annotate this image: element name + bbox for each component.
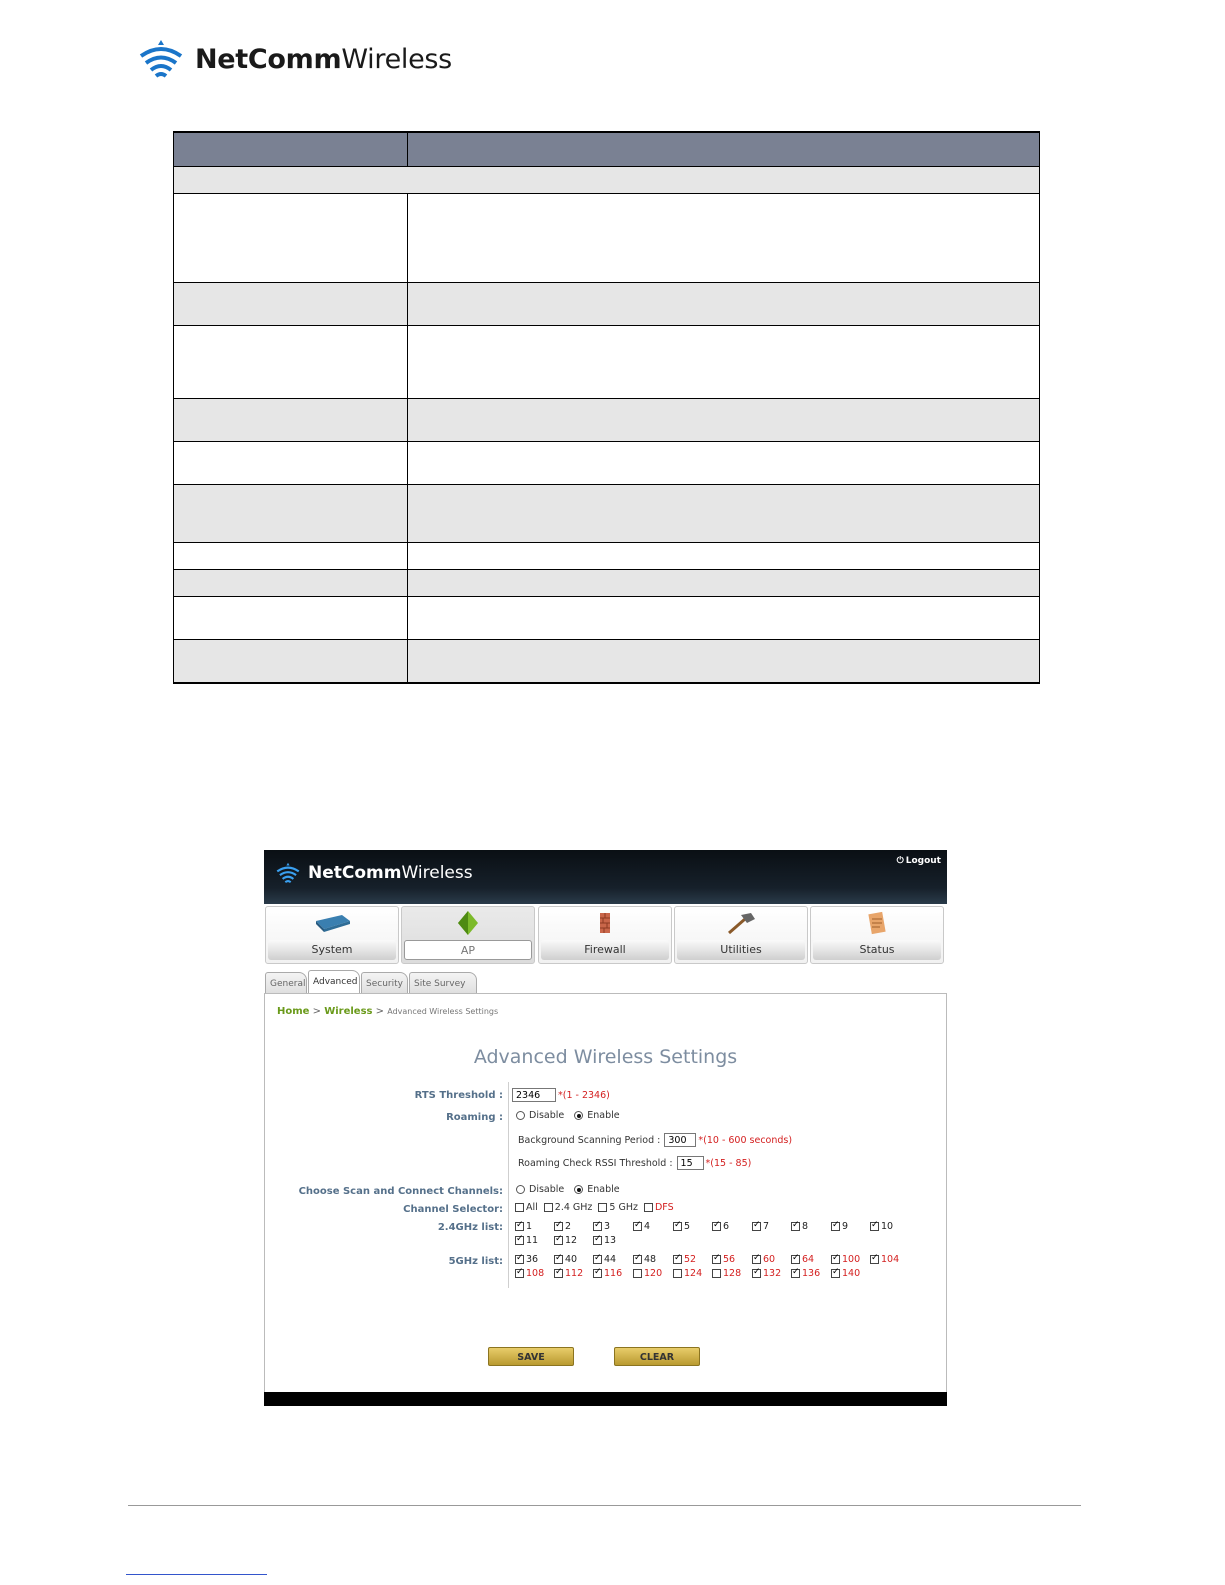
- checkbox[interactable]: [554, 1269, 563, 1278]
- checkbox[interactable]: [633, 1222, 642, 1231]
- power-icon: ⏻: [896, 856, 904, 866]
- scan-channels-options: Disable Enable: [516, 1184, 620, 1195]
- channel-24-2[interactable]: ✓ 2: [554, 1221, 571, 1232]
- channel-5-136[interactable]: ✓ 136: [791, 1268, 820, 1279]
- roaming-options: Disable Enable: [516, 1110, 620, 1121]
- rts-input[interactable]: 2346: [512, 1088, 556, 1102]
- channel-5-48[interactable]: ✓ 48: [633, 1254, 656, 1265]
- firewall-icon: [585, 911, 625, 935]
- router-brand: NetCommWireless: [308, 863, 473, 883]
- rts-field: [512, 1088, 610, 1102]
- page-title: Advanced Wireless Settings: [473, 1046, 738, 1068]
- tab-general[interactable]: General: [265, 972, 307, 994]
- channel-5-116[interactable]: ✓ 116: [593, 1268, 622, 1279]
- bg-scan-field: [518, 1133, 792, 1147]
- channel-24-13[interactable]: ✓ 13: [593, 1235, 616, 1246]
- checkbox[interactable]: [554, 1222, 563, 1231]
- logout-link[interactable]: ⏻ Logout: [896, 856, 941, 866]
- checkbox[interactable]: [515, 1222, 524, 1231]
- channel-5-104[interactable]: ✓ 104: [870, 1254, 899, 1265]
- footer-link-underline[interactable]: [126, 1574, 267, 1575]
- checkbox[interactable]: [712, 1269, 721, 1278]
- roaming-enable-radio[interactable]: [574, 1111, 583, 1120]
- nav-utilities[interactable]: Utilities: [674, 906, 808, 964]
- channel-5-56[interactable]: ✓ 56: [712, 1254, 735, 1265]
- channel-24-7[interactable]: ✓ 7: [752, 1221, 769, 1232]
- checkbox[interactable]: [831, 1222, 840, 1231]
- list5-label: 5GHz list:: [448, 1256, 503, 1267]
- checkbox[interactable]: [593, 1255, 602, 1264]
- bg-scan-hint: *(10 - 600 seconds): [698, 1134, 793, 1146]
- select-5ghz-checkbox[interactable]: [598, 1203, 607, 1212]
- channel-5-132[interactable]: ✓ 132: [752, 1268, 781, 1279]
- checkbox[interactable]: [831, 1255, 840, 1264]
- bg-scan-label: Background Scanning Period :: [518, 1134, 661, 1146]
- checkbox[interactable]: [791, 1222, 800, 1231]
- breadcrumb-current: Advanced Wireless Settings: [387, 1007, 499, 1016]
- router-icon: [312, 911, 352, 935]
- rts-hint: *(1 - 2346): [558, 1089, 610, 1101]
- rssi-input[interactable]: 15: [677, 1156, 704, 1170]
- channel-24-6[interactable]: ✓ 6: [712, 1221, 729, 1232]
- scan-enable-radio[interactable]: [574, 1185, 583, 1194]
- router-ui-screenshot: [264, 850, 947, 1406]
- table-row: [174, 597, 1040, 640]
- breadcrumb-wireless[interactable]: Wireless: [324, 1006, 373, 1017]
- router-logo: [274, 860, 473, 886]
- checkbox[interactable]: [593, 1236, 602, 1245]
- select-all-checkbox[interactable]: [515, 1203, 524, 1212]
- channel-5-44[interactable]: ✓ 44: [593, 1254, 616, 1265]
- channel-5-64[interactable]: ✓ 64: [791, 1254, 814, 1265]
- channel-5-124[interactable]: 124: [673, 1268, 702, 1279]
- checkbox[interactable]: [633, 1269, 642, 1278]
- checkbox[interactable]: [870, 1255, 879, 1264]
- channel-5-60[interactable]: ✓ 60: [752, 1254, 775, 1265]
- settings-description-table: [173, 131, 1040, 684]
- breadcrumb-home[interactable]: Home: [277, 1006, 310, 1017]
- table-row: [174, 485, 1040, 543]
- channel-24-9[interactable]: ✓ 9: [831, 1221, 848, 1232]
- table-row: [174, 543, 1040, 570]
- scan-disable-radio[interactable]: [516, 1185, 525, 1194]
- checkbox[interactable]: [712, 1255, 721, 1264]
- ap-diamond-icon: [448, 911, 488, 935]
- channel-5-108[interactable]: ✓ 108: [515, 1268, 544, 1279]
- clear-button[interactable]: CLEAR: [614, 1347, 700, 1366]
- channel-selector-label: Channel Selector:: [403, 1204, 503, 1215]
- channel-5-40[interactable]: ✓ 40: [554, 1254, 577, 1265]
- table-header-row: [174, 132, 1040, 167]
- channel-selector-options: All 2.4 GHz 5 GHz DFS: [515, 1202, 674, 1213]
- channel-24-8[interactable]: ✓ 8: [791, 1221, 808, 1232]
- channel-5-140[interactable]: ✓ 140: [831, 1268, 860, 1279]
- channel-24-3[interactable]: ✓ 3: [593, 1221, 610, 1232]
- nav-status[interactable]: Status: [810, 906, 944, 964]
- list24-label: 2.4GHz list:: [437, 1222, 503, 1233]
- form-divider: [508, 1082, 509, 1288]
- checkbox[interactable]: [515, 1255, 524, 1264]
- main-nav: [264, 906, 947, 966]
- tab-security[interactable]: Security: [361, 972, 408, 994]
- checkbox[interactable]: [752, 1222, 761, 1231]
- channel-24-5[interactable]: ✓ 5: [673, 1221, 690, 1232]
- save-button[interactable]: SAVE: [488, 1347, 574, 1366]
- nav-firewall[interactable]: Firewall: [538, 906, 672, 964]
- checkbox[interactable]: [870, 1222, 879, 1231]
- nav-ap[interactable]: AP: [401, 906, 535, 964]
- checkbox[interactable]: [554, 1255, 563, 1264]
- document-logo: [135, 36, 452, 82]
- table-row: [174, 570, 1040, 597]
- settings-panel: [264, 993, 947, 1393]
- wifi-signal-icon: [135, 36, 187, 82]
- checkbox[interactable]: [633, 1255, 642, 1264]
- table-section-row: [174, 167, 1040, 194]
- checkbox[interactable]: [554, 1236, 563, 1245]
- status-notes-icon: [857, 911, 897, 935]
- checkbox[interactable]: [831, 1269, 840, 1278]
- bg-scan-input[interactable]: 300: [664, 1133, 696, 1147]
- top-bar: [264, 850, 947, 904]
- channel-24-4[interactable]: ✓ 4: [633, 1221, 650, 1232]
- breadcrumb: Home > Wireless > Advanced Wireless Settings: [277, 1006, 499, 1017]
- checkbox[interactable]: [515, 1269, 524, 1278]
- rts-label: RTS Threshold :: [414, 1090, 503, 1101]
- checkbox[interactable]: [515, 1236, 524, 1245]
- hammer-icon: [721, 911, 761, 935]
- tab-site-survey[interactable]: Site Survey: [409, 972, 477, 994]
- roaming-label: Roaming :: [446, 1112, 503, 1123]
- channel-5-112[interactable]: ✓ 112: [554, 1268, 583, 1279]
- tab-advanced[interactable]: Advanced: [308, 970, 360, 995]
- checkbox[interactable]: [752, 1269, 761, 1278]
- table-row: [174, 194, 1040, 283]
- channel-24-1[interactable]: ✓ 1: [515, 1221, 532, 1232]
- sub-tabs: [264, 968, 947, 994]
- footer-rule: [128, 1505, 1081, 1506]
- table-row: [174, 326, 1040, 399]
- checkbox[interactable]: [673, 1222, 682, 1231]
- checkbox[interactable]: [593, 1269, 602, 1278]
- channel-5-120[interactable]: 120: [633, 1268, 662, 1279]
- channel-5-52[interactable]: ✓ 52: [673, 1254, 696, 1265]
- scan-channels-label: Choose Scan and Connect Channels:: [298, 1186, 503, 1197]
- channel-5-128[interactable]: 128: [712, 1268, 741, 1279]
- rssi-hint: *(15 - 85): [705, 1157, 752, 1169]
- checkbox[interactable]: [752, 1255, 761, 1264]
- document-brand: NetCommWireless: [195, 43, 452, 75]
- checkbox[interactable]: [712, 1222, 721, 1231]
- table-row: [174, 283, 1040, 326]
- channel-24-10[interactable]: ✓ 10: [870, 1221, 893, 1232]
- checkbox[interactable]: [791, 1255, 800, 1264]
- table-row: [174, 399, 1040, 442]
- channel-5-100[interactable]: ✓ 100: [831, 1254, 860, 1265]
- rssi-field: [518, 1156, 751, 1170]
- channel-24-11[interactable]: ✓ 11: [515, 1235, 538, 1246]
- checkbox[interactable]: [673, 1255, 682, 1264]
- select-24ghz-checkbox[interactable]: [544, 1203, 553, 1212]
- checkbox[interactable]: [673, 1269, 682, 1278]
- bottom-bar: [264, 1392, 947, 1406]
- checkbox[interactable]: [593, 1222, 602, 1231]
- checkbox[interactable]: [791, 1269, 800, 1278]
- table-row: [174, 442, 1040, 485]
- select-dfs-checkbox[interactable]: [644, 1203, 653, 1212]
- table-row: [174, 640, 1040, 684]
- nav-system[interactable]: System: [265, 906, 399, 964]
- channel-24-12[interactable]: ✓ 12: [554, 1235, 577, 1246]
- channel-5-36[interactable]: ✓ 36: [515, 1254, 538, 1265]
- roaming-disable-radio[interactable]: [516, 1111, 525, 1120]
- wifi-signal-icon: [274, 860, 302, 886]
- rssi-label: Roaming Check RSSI Threshold :: [518, 1157, 673, 1169]
